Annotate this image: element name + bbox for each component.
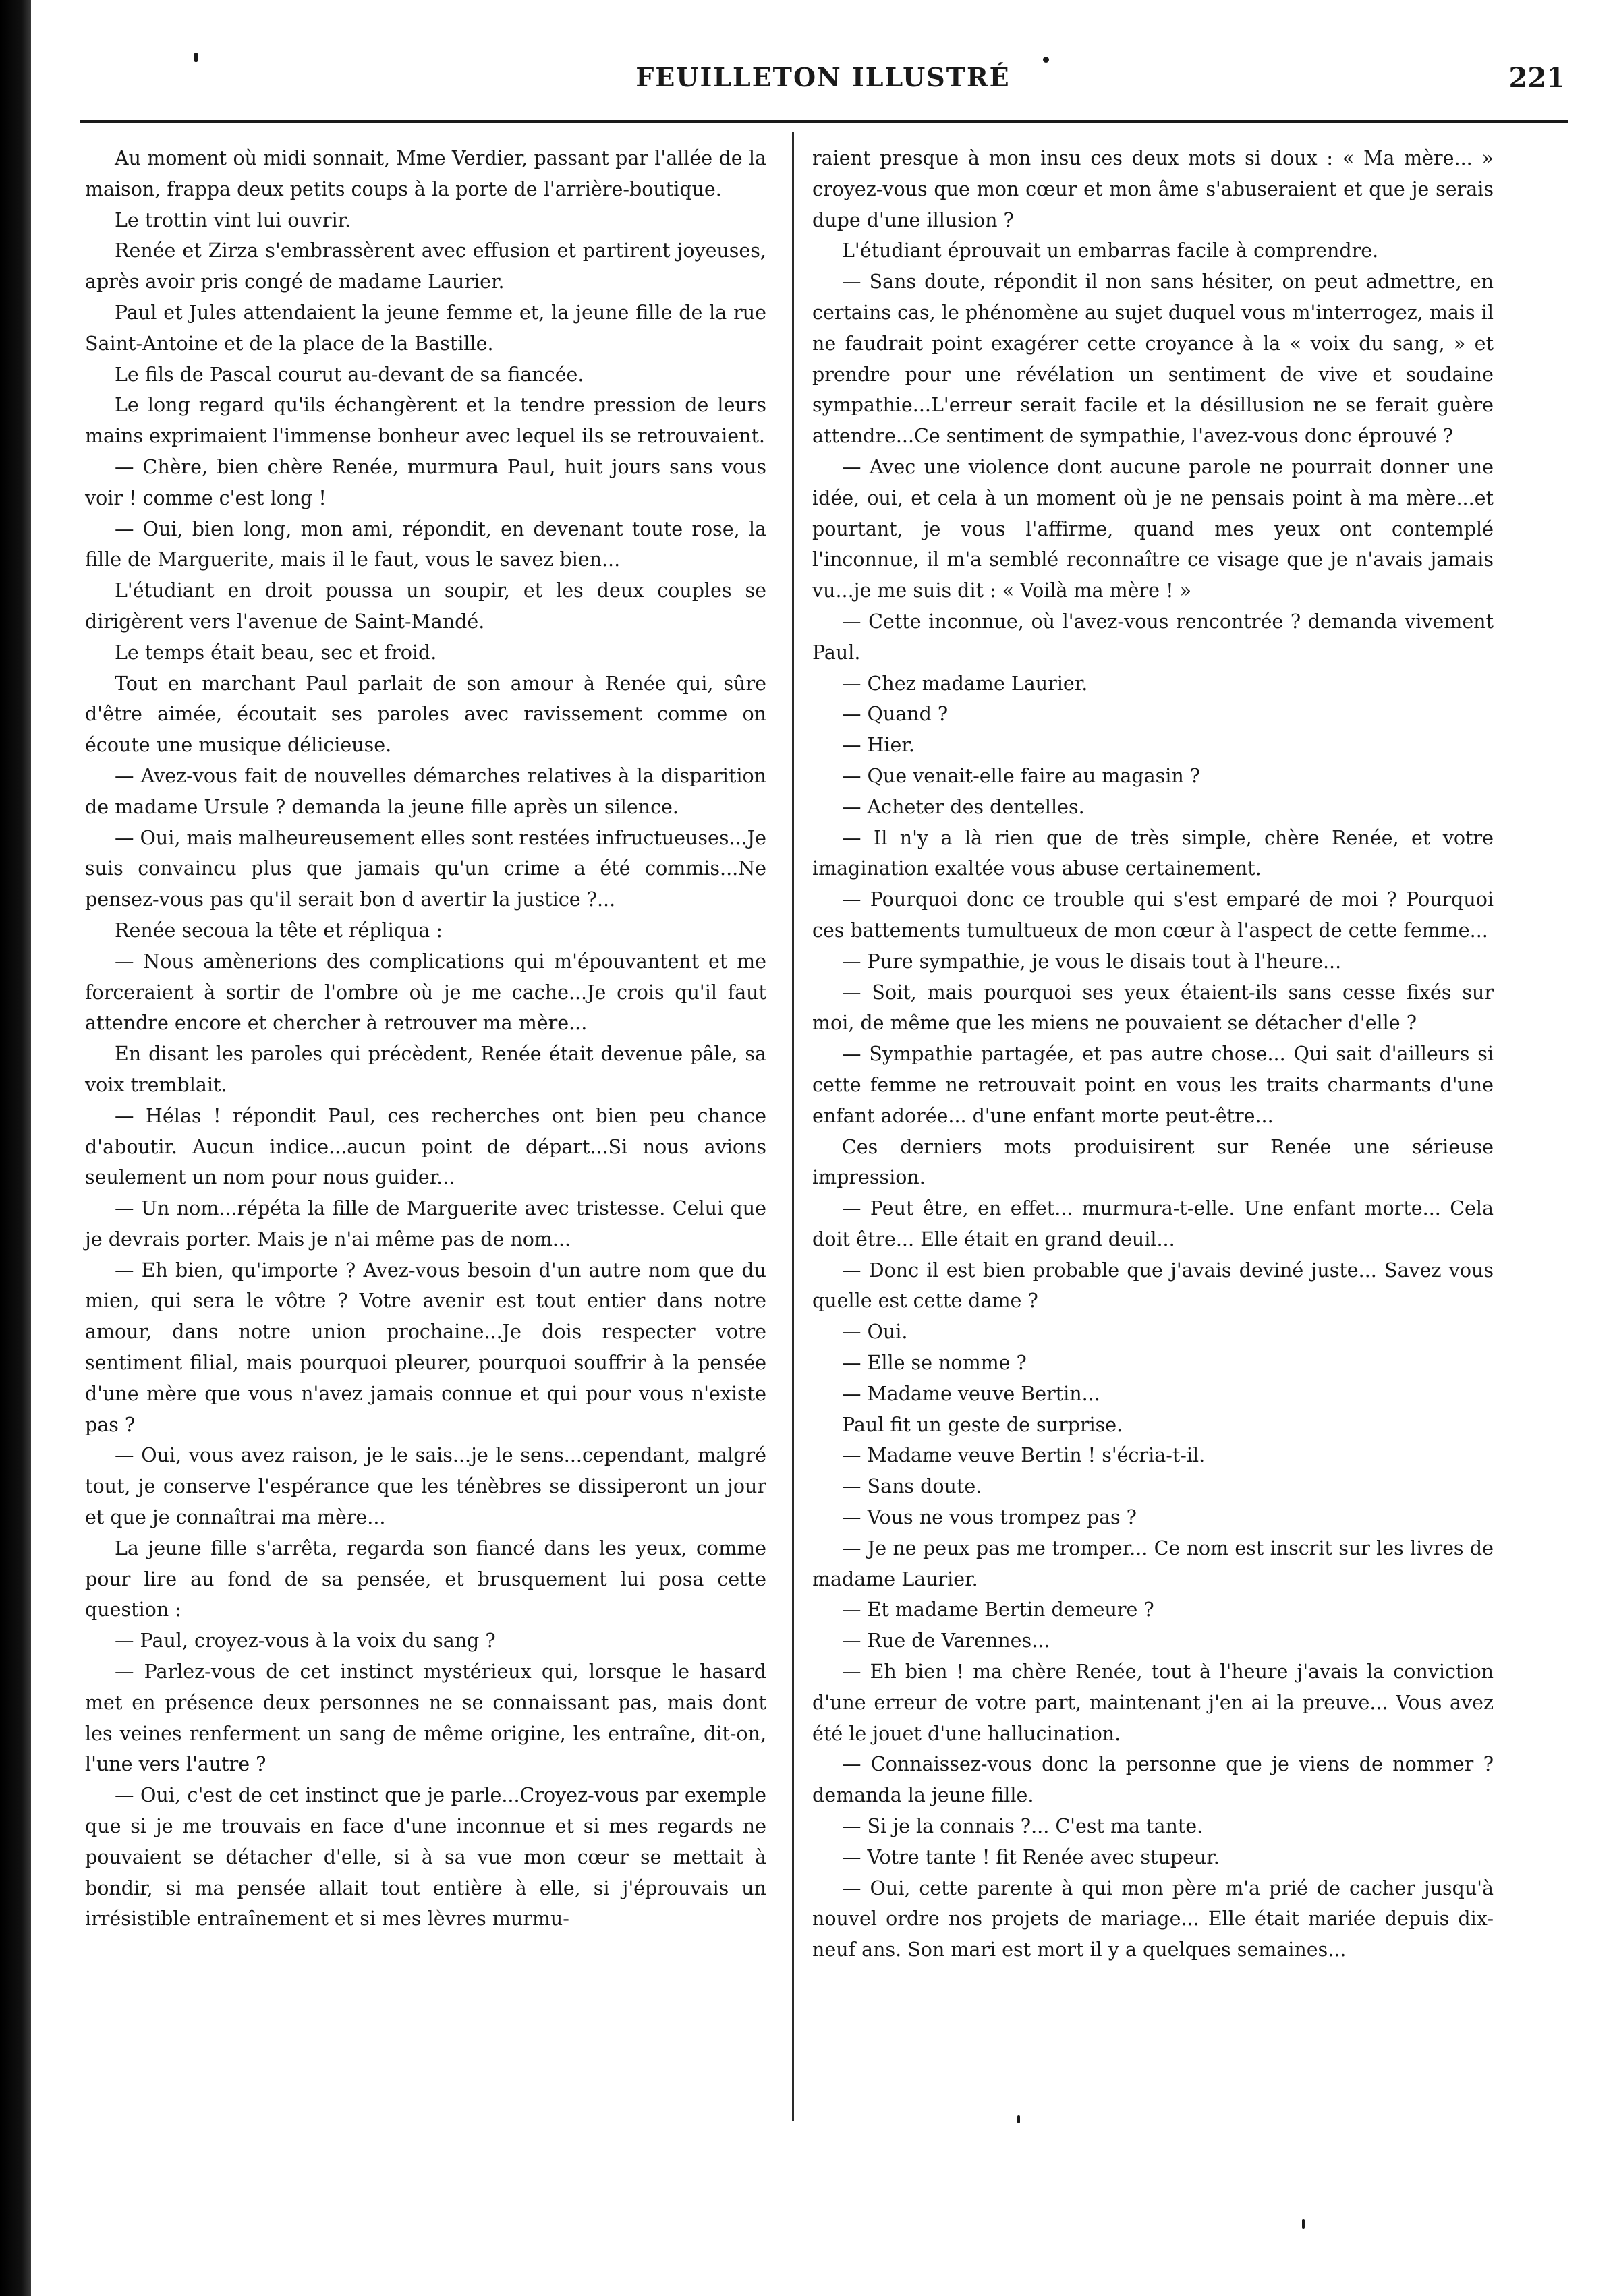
paragraph: — Pure sympathie, je vous le disais tout à l'heure... bbox=[842, 950, 1342, 973]
paragraph: Le long regard qu'ils échangèrent et la tendre pression de leurs mains exprimaient l'immense bonheur avec lequel ils se retrouvaient. bbox=[85, 394, 766, 448]
paragraph: — Eh bien, qu'importe ? Avez-vous besoin d'un autre nom que du mien, qui sera le vôtre ? Votre avenir est tout entier dans notre amour, dans notre union prochaine...Je dois respecter votre sentiment filial, mais pourquoi pleurer, pourquoi souffrir à la pensée d'une mère que vous n'avez jamais connue et qui pour vous n'existe pas ? bbox=[85, 1259, 766, 1436]
left-column bbox=[85, 143, 766, 1934]
paragraph: — Avez-vous fait de nouvelles démarches relatives à la disparition de madame Ursule ? demanda la jeune fille après un silence. bbox=[85, 764, 766, 818]
paragraph: — Il n'y a là rien que de très simple, chère Renée, et votre imagination exaltée vous abuse certainement. bbox=[812, 826, 1494, 880]
paragraph: — Elle se nomme ? bbox=[842, 1352, 1027, 1375]
paragraph: — Quand ? bbox=[842, 703, 949, 726]
running-title: FEUILLETON ILLUSTRÉ bbox=[635, 62, 1011, 92]
paragraph: Ces derniers mots produisirent sur Renée une sérieuse impression. bbox=[812, 1135, 1494, 1189]
paragraph: — Parlez-vous de cet instinct mystérieux qui, lorsque le hasard met en présence deux personnes ne se connaissant pas, mais dont les veines renferment un sang de même origine, les entraîne, dit-on, l'une vers l'autre ? bbox=[85, 1661, 766, 1776]
paragraph: — Oui, bien long, mon ami, répondit, en devenant toute rose, la fille de Marguerite, mais il le faut, vous le savez bien... bbox=[85, 517, 766, 571]
column-divider bbox=[792, 132, 794, 2121]
paragraph: — Madame veuve Bertin ! s'écria-t-il. bbox=[842, 1444, 1206, 1467]
paragraph: — Cette inconnue, où l'avez-vous rencontrée ? demanda vivement Paul. bbox=[812, 610, 1494, 664]
paragraph: — Rue de Varennes... bbox=[842, 1630, 1050, 1653]
paragraph: — Oui, cette parente à qui mon père m'a prié de cacher jusqu'à nouvel ordre nos projets de mariage... Elle était mariée depuis dix-neuf ans. Son mari est mort il y a quelques semaines... bbox=[812, 1876, 1494, 1961]
scan-speck bbox=[1017, 2115, 1020, 2123]
paragraph: — Je ne peux pas me tromper... Ce nom est inscrit sur les livres de madame Laurier. bbox=[812, 1537, 1494, 1590]
page-number: 221 bbox=[1508, 62, 1565, 94]
paragraph: — Soit, mais pourquoi ses yeux étaient-ils sans cesse fixés sur moi, de même que les miens ne pouvaient se détacher d'elle ? bbox=[812, 981, 1494, 1035]
paragraph: — Sympathie partagée, et pas autre chose... Qui sait d'ailleurs si cette femme ne retrouvait point en vous les traits charmants d'une enfant adorée... d'une enfant morte peut-être... bbox=[812, 1043, 1494, 1127]
binding-edge bbox=[0, 0, 31, 2296]
page-header bbox=[81, 53, 1565, 107]
paragraph: Le fils de Pascal courut au-devant de sa fiancée. bbox=[115, 363, 584, 386]
paragraph: — Un nom...répéta la fille de Marguerite avec tristesse. Celui que je devrais porter. Mais je n'ai même pas de nom... bbox=[85, 1197, 766, 1251]
paragraph: — Pourquoi donc ce trouble qui s'est emparé de moi ? Pourquoi ces battements tumultueux de mon cœur à l'aspect de cette femme... bbox=[812, 888, 1494, 942]
paragraph: — Peut être, en effet... murmura-t-elle. Une enfant morte... Cela doit être... Elle était en grand deuil... bbox=[812, 1197, 1494, 1251]
paragraph: — Sans doute, répondit il non sans hésiter, on peut admettre, en certains cas, le phénomène au sujet duquel vous m'interrogez, mais il ne faudrait point exagérer cette croyance à la « voix du sang, » et prendre pour une révélation un sentiment de vive et soudaine sympathie...L'erreur serait facile et la désillusion ne se ferait guère attendre...Ce sentiment de sympathie, l'avez-vous donc éprouvé ? bbox=[812, 270, 1494, 448]
paragraph: — Chère, bien chère Renée, murmura Paul, huit jours sans vous voir ! comme c'est long ! bbox=[85, 455, 766, 509]
paragraph: L'étudiant en droit poussa un soupir, et les deux couples se dirigèrent vers l'avenue de Saint-Mandé. bbox=[85, 579, 766, 633]
paragraph: Renée secoua la tête et répliqua : bbox=[115, 919, 443, 942]
paragraph: — Hier. bbox=[842, 734, 915, 757]
paragraph: — Nous amènerions des complications qui m'épouvantent et me forceraient à sortir de l'ombre où je me cache...Je crois qu'il faut attendre encore et chercher à retrouver ma mère... bbox=[85, 950, 766, 1035]
paragraph: — Oui, vous avez raison, je le sais...je le sens...cependant, malgré tout, je conserve l'espérance que les ténèbres se dissiperont un jour et que je connaîtrai ma mère... bbox=[85, 1444, 766, 1529]
scan-speck bbox=[1302, 2219, 1305, 2229]
paragraph: Tout en marchant Paul parlait de son amour à Renée qui, sûre d'être aimée, écoutait ses paroles avec ravissement comme on écoute une musique délicieuse. bbox=[85, 672, 766, 757]
paragraph: — Sans doute. bbox=[842, 1475, 982, 1498]
paragraph: Paul et Jules attendaient la jeune femme et, la jeune fille de la rue Saint-Antoine et de la place de la Bastille. bbox=[85, 301, 766, 355]
right-column bbox=[812, 143, 1494, 1965]
paragraph: — Oui, mais malheureusement elles sont restées infructueuses...Je suis convaincu plus que jamais qu'un crime a été commis...Ne pensez-vous pas qu'il serait bon d avertir la justice ?... bbox=[85, 826, 766, 911]
paragraph: Au moment où midi sonnait, Mme Verdier, passant par l'allée de la maison, frappa deux petits coups à la porte de l'arrière-boutique. bbox=[85, 147, 766, 200]
paragraph: L'étudiant éprouvait un embarras facile à comprendre. bbox=[842, 239, 1379, 262]
paragraph: — Et madame Bertin demeure ? bbox=[842, 1599, 1154, 1621]
paragraph: — Acheter des dentelles. bbox=[842, 795, 1085, 818]
paragraph: Paul fit un geste de surprise. bbox=[842, 1413, 1123, 1436]
paragraph: — Madame veuve Bertin... bbox=[842, 1382, 1100, 1405]
scan-speck bbox=[194, 53, 198, 62]
paragraph: Le trottin vint lui ouvrir. bbox=[115, 208, 351, 231]
paragraph: Renée et Zirza s'embrassèrent avec effusion et partirent joyeuses, après avoir pris congé de madame Laurier. bbox=[85, 239, 766, 293]
paragraph-continuation: raient presque à mon insu ces deux mots si doux : « Ma mère... » croyez-vous que mon cœur et mon âme s'abuseraient et que je serais dupe d'une illusion ? bbox=[812, 147, 1494, 231]
paragraph: — Avec une violence dont aucune parole ne pourrait donner une idée, oui, et cela à un moment où je ne pensais point à ma mère...et pourtant, je vous l'affirme, quand mes yeux ont contemplé l'inconnue, il m'a semblé reconnaître ce visage que je n'avais jamais vu...je me suis dit : « Voilà ma mère ! » bbox=[812, 455, 1494, 602]
paragraph: La jeune fille s'arrêta, regarda son fiancé dans les yeux, comme pour lire au fond de sa pensée, et brusquement lui posa cette question : bbox=[85, 1537, 766, 1621]
paragraph: — Oui. bbox=[842, 1321, 908, 1344]
paragraph: — Vous ne vous trompez pas ? bbox=[842, 1506, 1137, 1529]
paragraph: En disant les paroles qui précèdent, Renée était devenue pâle, sa voix tremblait. bbox=[85, 1043, 766, 1096]
paragraph: — Hélas ! répondit Paul, ces recherches ont bien peu chance d'aboutir. Aucun indice...aucun point de départ...Si nous avions seulement un nom pour nous guider... bbox=[85, 1104, 766, 1189]
paragraph: — Donc il est bien probable que j'avais deviné juste... Savez vous quelle est cette dame ? bbox=[812, 1259, 1494, 1313]
header-rule bbox=[80, 120, 1568, 123]
paragraph: Le temps était beau, sec et froid. bbox=[115, 641, 437, 664]
paragraph: — Chez madame Laurier. bbox=[842, 672, 1088, 695]
scan-speck bbox=[1043, 57, 1049, 63]
paragraph: — Votre tante ! fit Renée avec stupeur. bbox=[842, 1845, 1220, 1868]
paragraph: — Que venait-elle faire au magasin ? bbox=[842, 764, 1201, 787]
paragraph: — Paul, croyez-vous à la voix du sang ? bbox=[115, 1630, 496, 1653]
paragraph: — Si je la connais ?... C'est ma tante. bbox=[842, 1815, 1204, 1838]
paragraph: — Eh bien ! ma chère Renée, tout à l'heure j'avais la conviction d'une erreur de votre part, maintenant j'en ai la preuve... Vous avez été le jouet d'une hallucination. bbox=[812, 1661, 1494, 1745]
paragraph: — Oui, c'est de cet instinct que je parle...Croyez-vous par exemple que si je me trouvais en face d'une inconnue et si mes regards ne pouvaient se détacher d'elle, si à sa vue mon cœur se mettait à bondir, si ma pensée allait tout entière à elle, si j'éprouvais un irrésistible entraînement et si mes lèvres murmu- bbox=[85, 1784, 766, 1930]
paragraph: — Connaissez-vous donc la personne que je viens de nommer ? demanda la jeune fille. bbox=[812, 1753, 1494, 1807]
